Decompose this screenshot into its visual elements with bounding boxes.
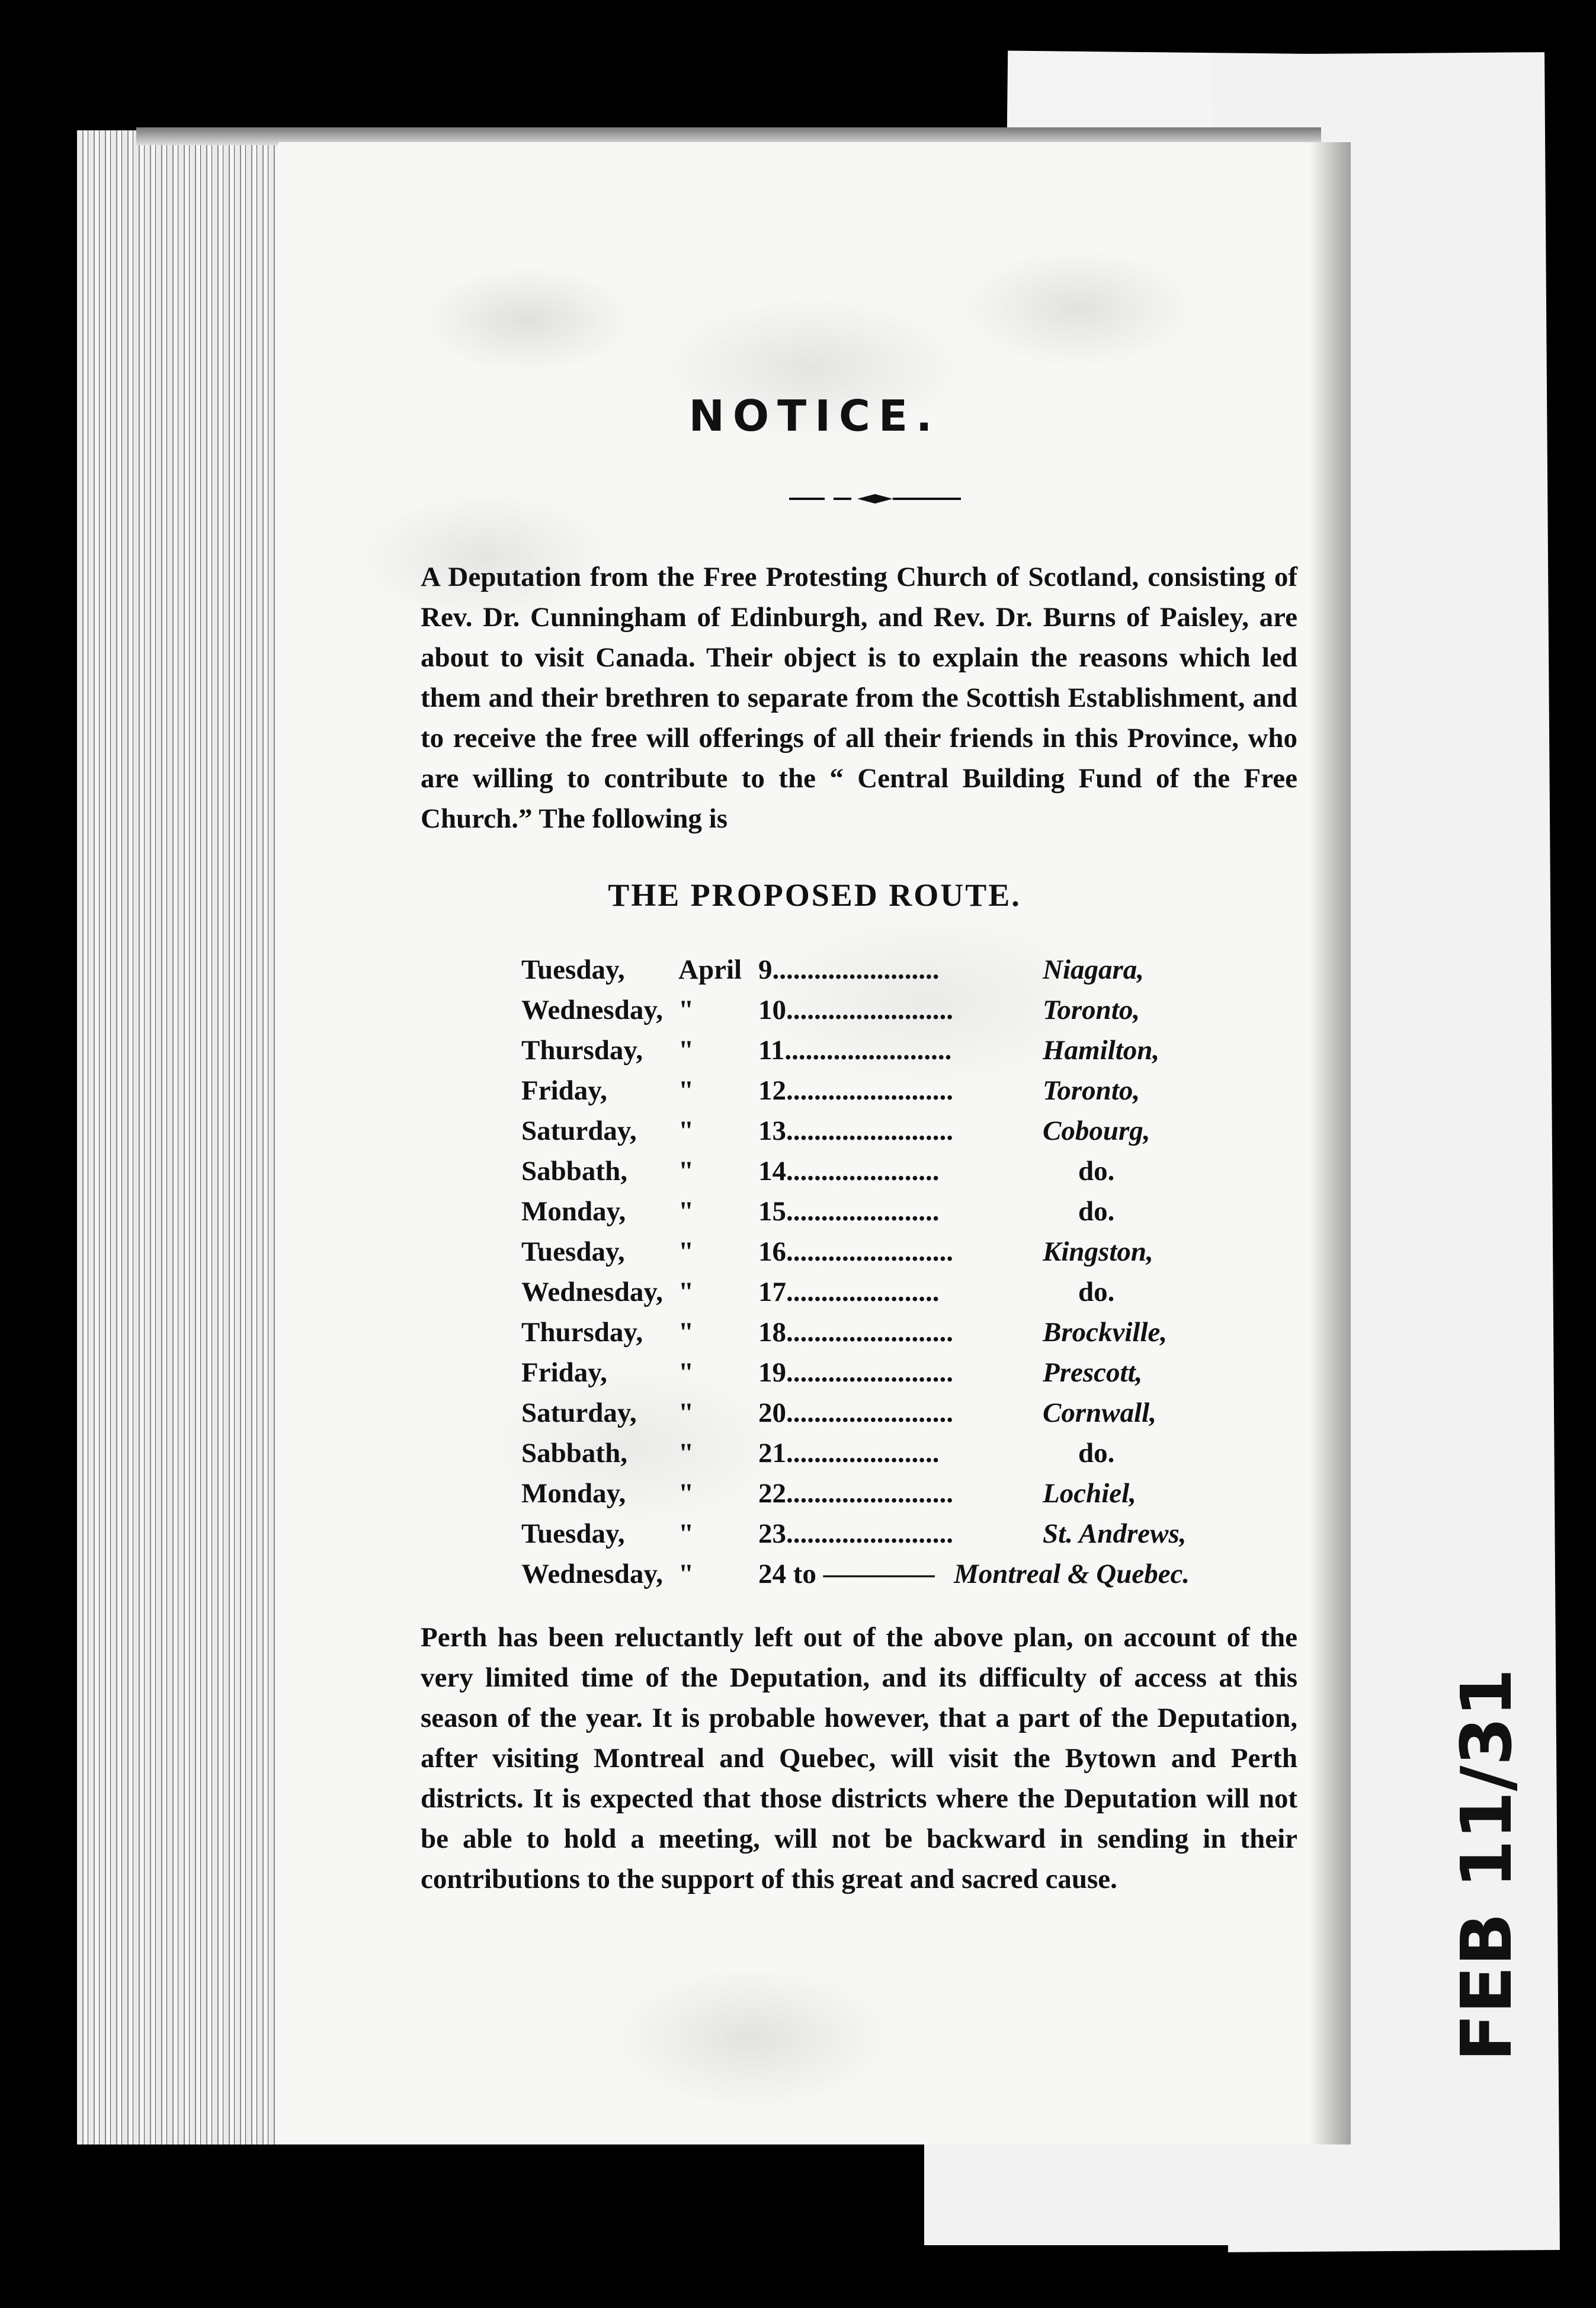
route-month: " bbox=[678, 995, 694, 1025]
route-day: Tuesday, bbox=[521, 954, 625, 985]
route-month: " bbox=[678, 1236, 694, 1267]
route-date: 11........................ bbox=[758, 1035, 952, 1066]
route-month: " bbox=[678, 1075, 694, 1106]
route-day: Saturday, bbox=[521, 1397, 637, 1428]
date-stamp: FEB 11/31 bbox=[1446, 1668, 1527, 2062]
page-gutter-shadow bbox=[1309, 142, 1351, 2144]
route-month: " bbox=[678, 1277, 694, 1307]
route-date: 9........................ bbox=[758, 954, 940, 985]
route-row bbox=[521, 1357, 1232, 1397]
route-destination: Montreal & Quebec. bbox=[954, 1559, 1190, 1589]
route-month: April bbox=[678, 954, 742, 985]
ornament-divider-icon bbox=[789, 492, 961, 506]
route-month: " bbox=[678, 1397, 694, 1428]
route-day: Tuesday, bbox=[521, 1236, 625, 1267]
route-day: Thursday, bbox=[521, 1035, 643, 1066]
route-destination: St. Andrews, bbox=[1043, 1518, 1187, 1549]
route-destination: do. bbox=[1078, 1196, 1115, 1227]
route-heading: THE PROPOSED ROUTE. bbox=[608, 877, 1021, 913]
route-row bbox=[521, 1276, 1232, 1316]
route-table bbox=[521, 954, 1232, 1598]
route-day: Monday, bbox=[521, 1196, 626, 1227]
route-destination: do. bbox=[1078, 1438, 1115, 1469]
route-row bbox=[521, 1195, 1232, 1236]
route-date: 17...................... bbox=[758, 1277, 940, 1307]
route-date: 23........................ bbox=[758, 1518, 953, 1549]
route-row bbox=[521, 1034, 1232, 1075]
notice-title: NOTICE. bbox=[688, 391, 941, 441]
route-date: 12........................ bbox=[758, 1075, 953, 1106]
route-destination: Brockville, bbox=[1043, 1317, 1168, 1348]
intro-paragraph: A Deputation from the Free Protesting Church of Scotland, consisting of Rev. Dr. Cunningham of Edinburgh, and Rev. Dr. Burns of Paisley, are about to visit Canada. Their object is to explain the reasons which led them and their brethren to separate from the Scottish Establishment, and to receive the free will offerings of all their friends in this Province, who are willing to contribute to the “ Central Building Fund of the Free Church.” The following is bbox=[421, 562, 1297, 834]
route-month: " bbox=[678, 1357, 694, 1388]
route-date: 15...................... bbox=[758, 1196, 940, 1227]
route-date: 13........................ bbox=[758, 1115, 953, 1146]
route-day: Friday, bbox=[521, 1075, 607, 1106]
route-day: Wednesday, bbox=[521, 995, 663, 1025]
route-month: " bbox=[678, 1438, 694, 1469]
route-row bbox=[521, 954, 1232, 994]
route-row bbox=[521, 1236, 1232, 1276]
route-destination: Hamilton, bbox=[1043, 1035, 1160, 1066]
route-row bbox=[521, 1075, 1232, 1115]
route-day: Thursday, bbox=[521, 1317, 643, 1348]
route-row bbox=[521, 1518, 1232, 1558]
route-month: " bbox=[678, 1115, 694, 1146]
route-month: " bbox=[678, 1196, 694, 1227]
route-destination: Prescott, bbox=[1043, 1357, 1143, 1388]
route-destination: Kingston, bbox=[1043, 1236, 1153, 1267]
route-date: 22........................ bbox=[758, 1478, 953, 1509]
route-row bbox=[521, 1437, 1232, 1477]
route-row bbox=[521, 1397, 1232, 1437]
route-day: Friday, bbox=[521, 1357, 607, 1388]
route-destination: Niagara, bbox=[1043, 954, 1145, 985]
route-row bbox=[521, 1155, 1232, 1195]
route-date: 16........................ bbox=[758, 1236, 953, 1267]
route-month: " bbox=[678, 1156, 694, 1187]
route-day: Sabbath, bbox=[521, 1156, 627, 1187]
book-page-edges bbox=[77, 130, 290, 2144]
route-day: Monday, bbox=[521, 1478, 626, 1509]
route-date: 20........................ bbox=[758, 1397, 953, 1428]
route-row bbox=[521, 1115, 1232, 1155]
route-day: Wednesday, bbox=[521, 1559, 663, 1589]
route-date: 10........................ bbox=[758, 995, 953, 1025]
route-destination: do. bbox=[1078, 1156, 1115, 1187]
route-row bbox=[521, 1558, 1232, 1598]
route-day: Wednesday, bbox=[521, 1277, 663, 1307]
route-row bbox=[521, 994, 1232, 1034]
route-month: " bbox=[678, 1317, 694, 1348]
route-month: " bbox=[678, 1478, 694, 1509]
closing-paragraph: Perth has been reluctantly left out of the above plan, on account of the very limited time of the Deputation, and its difficulty of access at this season of the year. It is probable however, that a part of the Deputation, after visiting Montreal and Quebec, will visit the Bytown and Perth districts. It is expected that those districts where the Deputation will not be able to hold a meeting, will not be backward in sending in their contributions to the support of this great and sacred cause. bbox=[421, 1622, 1297, 1895]
notice-page bbox=[278, 142, 1351, 2144]
route-date: 21...................... bbox=[758, 1438, 940, 1469]
route-month: " bbox=[678, 1035, 694, 1066]
route-destination: Cobourg, bbox=[1043, 1115, 1150, 1146]
route-month: " bbox=[678, 1559, 694, 1589]
route-destination: Toronto, bbox=[1043, 1075, 1140, 1106]
route-destination: do. bbox=[1078, 1277, 1115, 1307]
route-row bbox=[521, 1316, 1232, 1357]
route-day: Saturday, bbox=[521, 1115, 637, 1146]
route-destination: Lochiel, bbox=[1043, 1478, 1136, 1509]
route-month: " bbox=[678, 1518, 694, 1549]
route-row bbox=[521, 1477, 1232, 1518]
route-date: 14...................... bbox=[758, 1156, 940, 1187]
route-day: Sabbath, bbox=[521, 1438, 627, 1469]
route-date: 18........................ bbox=[758, 1317, 953, 1348]
route-destination: Cornwall, bbox=[1043, 1397, 1156, 1428]
route-date: 24 to ———— bbox=[758, 1559, 935, 1589]
route-day: Tuesday, bbox=[521, 1518, 625, 1549]
route-destination: Toronto, bbox=[1043, 995, 1140, 1025]
route-date: 19........................ bbox=[758, 1357, 953, 1388]
